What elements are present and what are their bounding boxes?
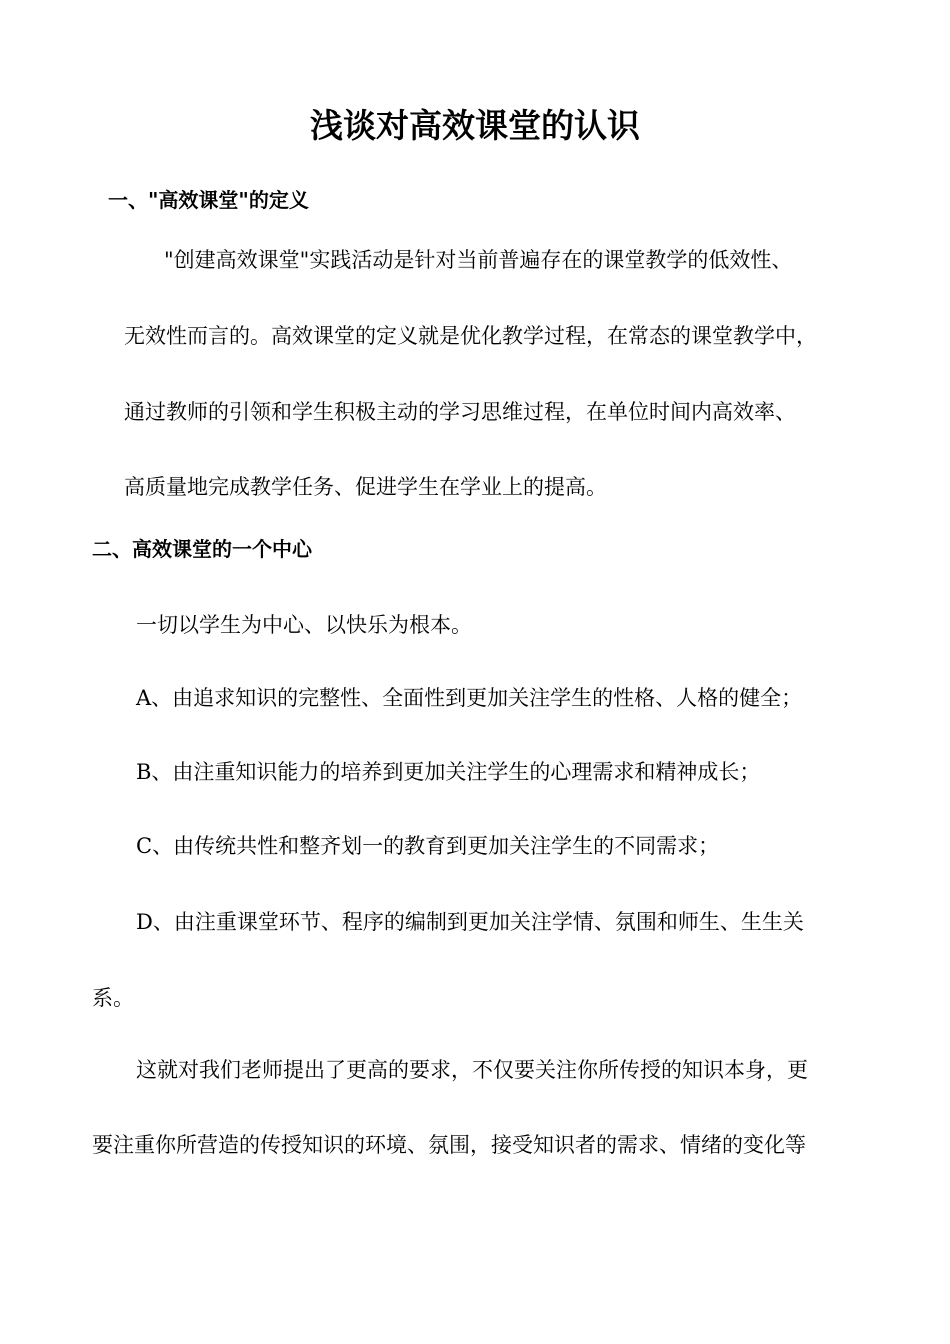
- section-heading-definition: 一、"高效课堂"的定义: [108, 188, 309, 212]
- paragraph-line: 这就对我们老师提出了更高的要求，不仅要关注你所传授的知识本身，更: [136, 1058, 808, 1082]
- document-title: 浅谈对高效课堂的认识: [310, 106, 640, 145]
- paragraph-line: 要注重你所营造的传授知识的环境、氛围，接受知识者的需求、情绪的变化等: [92, 1133, 806, 1157]
- list-item-continuation: 系。: [92, 986, 134, 1010]
- list-item: A、由追求知识的完整性、全面性到更加关注学生的性格、人格的健全；: [136, 686, 803, 710]
- paragraph-line: 通过教师的引领和学生积极主动的学习思维过程，在单位时间内高效率、: [124, 400, 796, 424]
- list-item: C、由传统共性和整齐划一的教育到更加关注学生的不同需求；: [136, 834, 720, 858]
- list-item: B、由注重知识能力的培养到更加关注学生的心理需求和精神成长；: [136, 760, 761, 784]
- paragraph-line: 一切以学生为中心、以快乐为根本。: [136, 613, 472, 637]
- paragraph-line: 高质量地完成教学任务、促进学生在学业上的提高。: [124, 475, 607, 499]
- section-heading-center: 二、高效课堂的一个中心: [92, 537, 312, 561]
- paragraph-line: "创建高效课堂"实践活动是针对当前普遍存在的课堂教学的低效性、: [164, 248, 793, 272]
- list-item: D、由注重课堂环节、程序的编制到更加关注学情、氛围和师生、生生关: [136, 910, 804, 934]
- paragraph-line: 无效性而言的。高效课堂的定义就是优化教学过程，在常态的课堂教学中，: [124, 324, 817, 348]
